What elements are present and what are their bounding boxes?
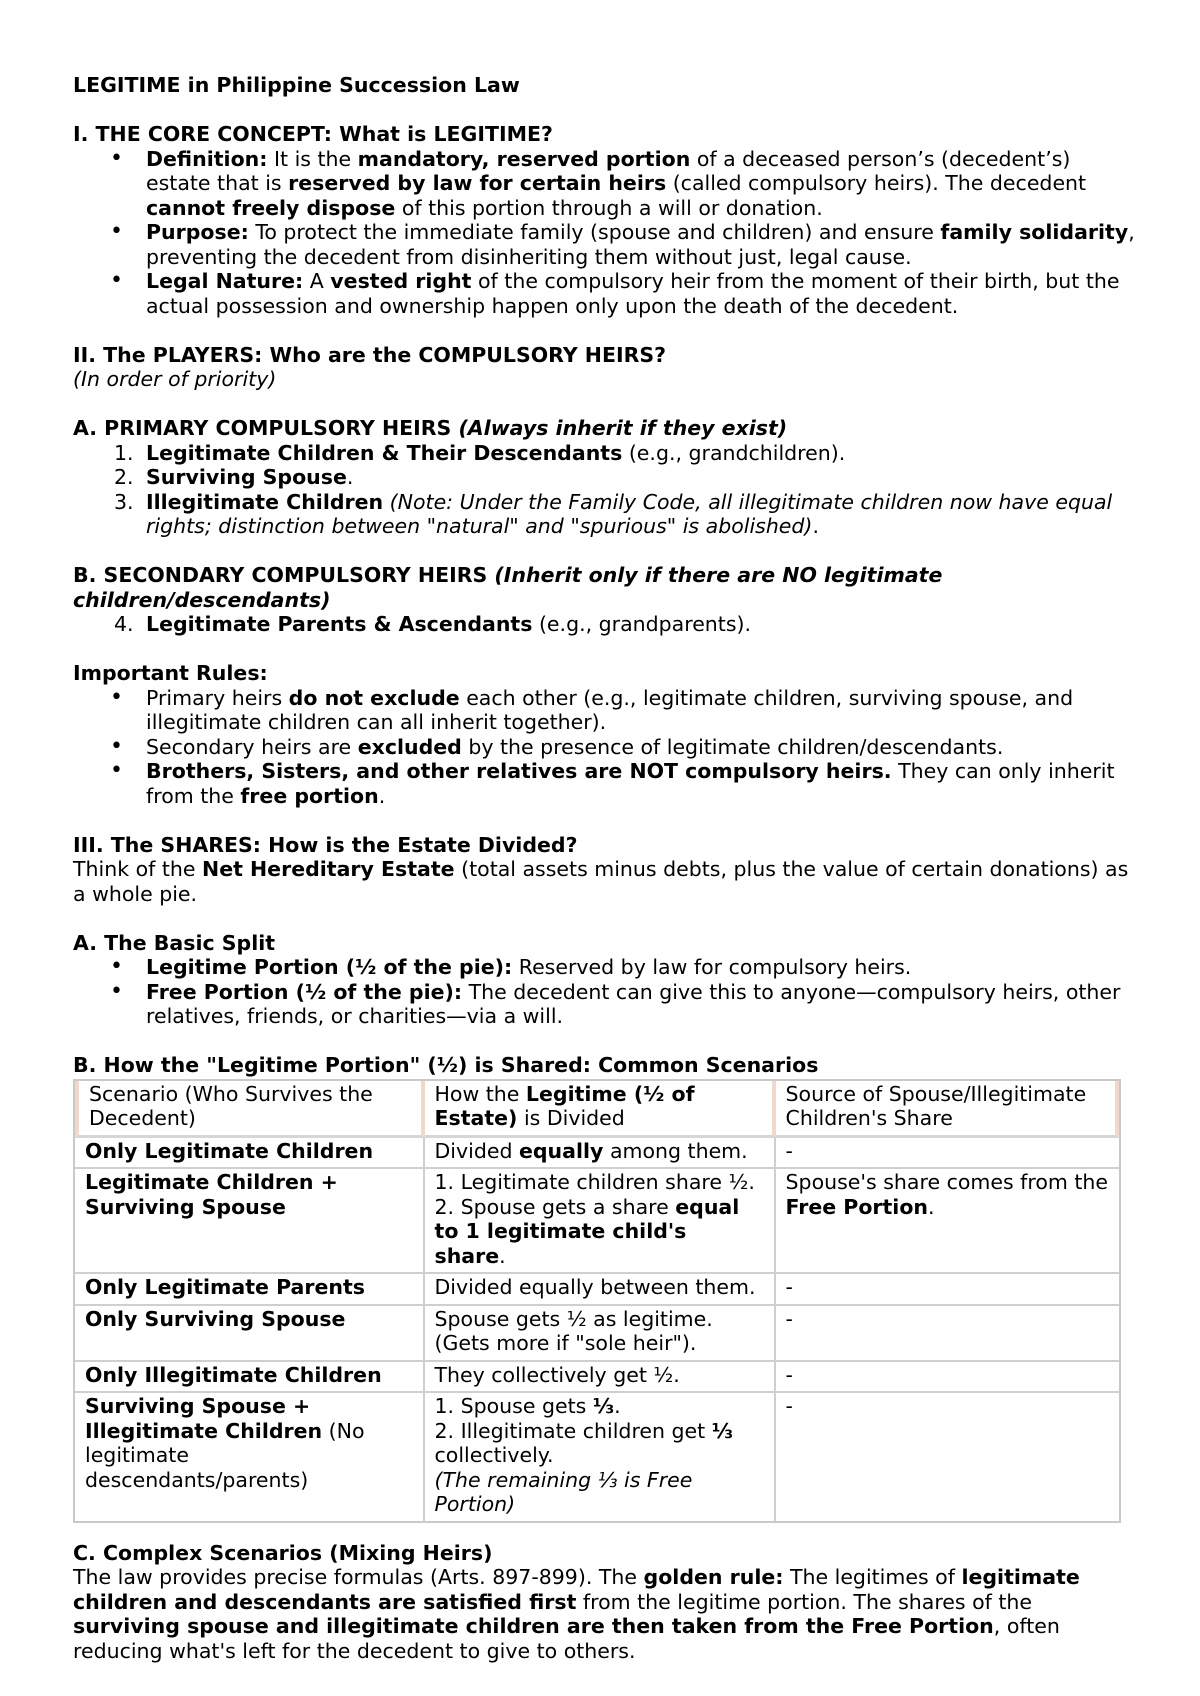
- shares-intro: Think of the Net Hereditary Estate (total assets minus debts, plus the value of certain donations) as a whole pie.: [73, 857, 1129, 906]
- scenarios-heading: B. How the "Legitime Portion" (½) is Shared: Common Scenarios: [73, 1053, 819, 1077]
- table-cell: -: [785, 1394, 793, 1418]
- primary-heirs-list: [73, 441, 1135, 539]
- list-item: • Primary heirs do not exclude each other (e.g., legitimate children, surviving spouse, and illegitimate children can all inherit together).: [73, 686, 1135, 735]
- table-row: [75, 1393, 1119, 1521]
- scenarios-table: [73, 1079, 1121, 1523]
- section-2-heading: II. The PLAYERS: Who are the COMPULSORY HEIRS?: [73, 342, 667, 367]
- table-header-row: [75, 1081, 1119, 1138]
- list-item: • Free Portion (½ of the pie): The decedent can give this to anyone—compulsory heirs, other relatives, friends, or charities—via a will.: [73, 980, 1135, 1029]
- table-cell: Divided equally between them.: [425, 1274, 776, 1306]
- table-cell: 1. Legitimate children share ½. 2. Spouse gets a share equal to 1 legitimate child's share.: [425, 1169, 776, 1274]
- document-page: [73, 73, 1135, 1663]
- table-cell: -: [776, 1274, 1119, 1306]
- table-cell: They collectively get ½.: [425, 1362, 776, 1394]
- secondary-heirs-heading: B. SECONDARY COMPULSORY HEIRS (Inherit only if there are NO legitimate children/descendants): [73, 563, 943, 612]
- header-cell: Scenario (Who Survives the Decedent): [75, 1081, 425, 1138]
- table-row: [75, 1169, 1119, 1274]
- list-item: 4. Legitimate Parents & Ascendants (e.g., grandparents).: [114, 612, 752, 636]
- table-row: [75, 1274, 1119, 1306]
- definition-item: • Definition: It is the mandatory, reserved portion of a deceased person’s (decedent’s) estate that is reserved by law for certain heirs (called compulsory heirs). The decedent cannot freely dispose of this portion through a will or donation.: [73, 147, 1135, 221]
- core-concept-list: [73, 147, 1135, 319]
- table-cell: Only Surviving Spouse: [75, 1306, 425, 1362]
- section-3-heading: III. The SHARES: How is the Estate Divided?: [73, 832, 578, 857]
- priority-note: (In order of priority): [73, 367, 277, 391]
- legal-nature-item: • Legal Nature: A vested right of the compulsory heir from the moment of their birth, but the actual possession and ownership happen only upon the death of the decedent.: [73, 269, 1135, 318]
- table-row: [75, 1138, 1119, 1170]
- table-cell: Only Illegitimate Children: [75, 1362, 425, 1394]
- complex-scenarios-heading: C. Complex Scenarios (Mixing Heirs): [73, 1540, 493, 1565]
- table-cell: Divided equally among them.: [425, 1138, 776, 1170]
- table-cell: -: [776, 1138, 1119, 1170]
- table-cell: Only Legitimate Children: [75, 1138, 425, 1170]
- table-cell: Legitimate Children + Surviving Spouse: [75, 1169, 425, 1274]
- table-cell: -: [776, 1362, 1119, 1394]
- complex-scenarios-text: The law provides precise formulas (Arts. 897-899). The golden rule: The legitimes of legitimate children and descendants are satisfied first from the legitime portion. The shares of the surviving spouse and illegitimate children are then taken from the Free Portion, often reducing what's left for the decedent to give to others.: [73, 1565, 1080, 1663]
- table-cell: -: [776, 1306, 1119, 1362]
- table-cell: 1. Spouse gets ⅓. 2. Illegitimate children get ⅓ collectively. (The remaining ⅓ is Free Portion): [425, 1393, 776, 1521]
- table-row: [75, 1362, 1119, 1394]
- list-item: • Secondary heirs are excluded by the presence of legitimate children/descendants.: [73, 735, 1135, 760]
- table-row: [75, 1306, 1119, 1362]
- header-cell: Source of Spouse/Illegitimate Children's Share: [776, 1081, 1119, 1138]
- table-cell: Spouse's share comes from the Free Portion.: [776, 1169, 1119, 1274]
- basic-split-list: [73, 955, 1135, 1029]
- header-cell: How the Legitime (½ of Estate) is Divided: [425, 1081, 776, 1138]
- primary-heirs-heading: A. PRIMARY COMPULSORY HEIRS (Always inherit if they exist): [73, 416, 788, 440]
- list-item: 2. Surviving Spouse.: [114, 465, 354, 489]
- table-cell: Only Legitimate Parents: [75, 1274, 425, 1306]
- important-rules-heading: Important Rules:: [73, 661, 268, 685]
- important-rules-list: [73, 686, 1135, 809]
- list-item: • Brothers, Sisters, and other relatives are NOT compulsory heirs. They can only inherit from the free portion.: [73, 759, 1135, 808]
- table-cell: Spouse gets ½ as legitime. (Gets more if "sole heir").: [425, 1306, 776, 1362]
- basic-split-heading: A. The Basic Split: [73, 930, 276, 955]
- table-cell: Surviving Spouse + Illegitimate Children (No legitimate descendants/parents): [75, 1393, 425, 1521]
- purpose-item: • Purpose: To protect the immediate family (spouse and children) and ensure family solidarity, preventing the decedent from disinheriting them without just, legal cause.: [73, 220, 1135, 269]
- list-item: 3. Illegitimate Children (Note: Under the Family Code, all illegitimate children now have equal rights; distinction between "natural" and "spurious" is abolished).: [114, 489, 1113, 538]
- list-item: • Legitime Portion (½ of the pie): Reserved by law for compulsory heirs.: [73, 955, 1135, 980]
- list-item: 1. Legitimate Children & Their Descendants (e.g., grandchildren).: [114, 440, 846, 465]
- document-title: LEGITIME in Philippine Succession Law: [73, 73, 520, 97]
- secondary-heirs-list: [73, 612, 1135, 637]
- section-1-heading: I. THE CORE CONCEPT: What is LEGITIME?: [73, 122, 553, 146]
